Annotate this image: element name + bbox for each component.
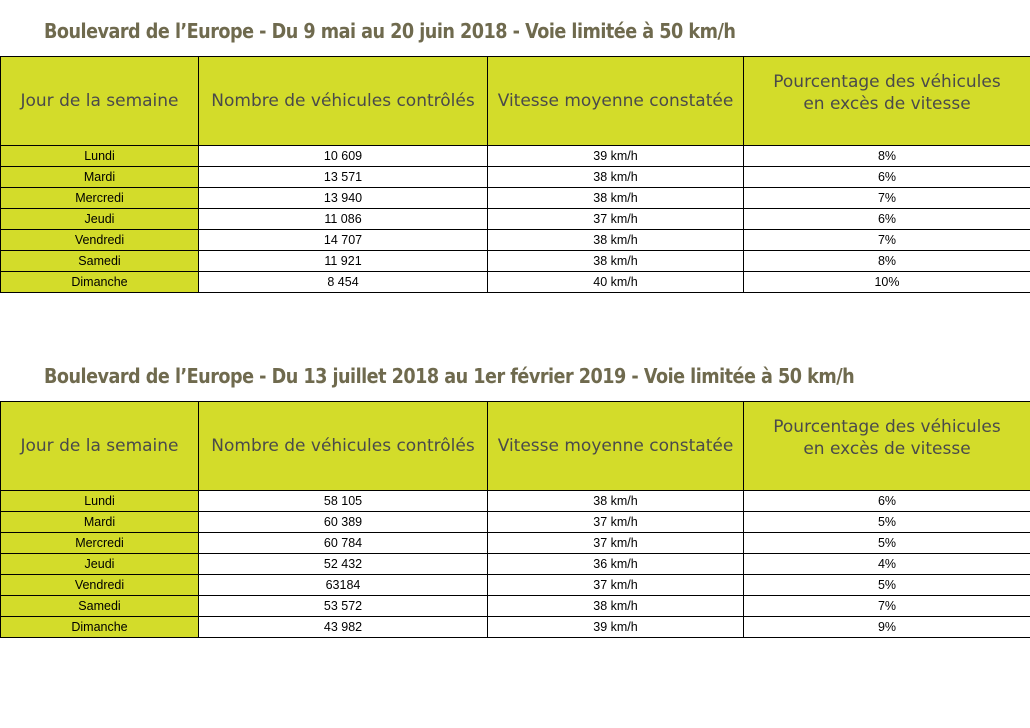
speeding-percentage-cell: 6% [744, 167, 1030, 188]
table-row [1, 167, 1030, 188]
average-speed-cell: 39 km/h [488, 146, 744, 167]
table-row [1, 554, 1030, 575]
average-speed-cell: 38 km/h [488, 167, 744, 188]
speed-table [0, 401, 1030, 638]
table-title: Boulevard de l’Europe - Du 13 juillet 2018 au 1er février 2019 - Voie limitée à 50 km/h [44, 364, 855, 388]
table-header-row [1, 57, 1030, 146]
vehicle-count-cell: 63184 [199, 575, 488, 596]
speeding-percentage-cell: 8% [744, 146, 1030, 167]
average-speed-cell: 37 km/h [488, 512, 744, 533]
day-cell: Lundi [1, 491, 199, 512]
vehicle-count-cell: 8 454 [199, 272, 488, 293]
speeding-percentage-cell: 7% [744, 230, 1030, 251]
speeding-percentage-cell: 4% [744, 554, 1030, 575]
table-title: Boulevard de l’Europe - Du 9 mai au 20 juin 2018 - Voie limitée à 50 km/h [44, 19, 736, 43]
vehicle-count-cell: 58 105 [199, 491, 488, 512]
speeding-percentage-cell: 9% [744, 617, 1030, 638]
speeding-percentage-cell: 5% [744, 533, 1030, 554]
speed-table [0, 56, 1030, 293]
average-speed-cell: 38 km/h [488, 491, 744, 512]
speeding-percentage-cell: 5% [744, 575, 1030, 596]
day-cell: Samedi [1, 596, 199, 617]
day-cell: Mardi [1, 167, 199, 188]
average-speed-cell: 39 km/h [488, 617, 744, 638]
header-speeding-percentage: Pourcentage des véhicules en excès de vitesse [744, 402, 1030, 491]
speeding-percentage-cell: 7% [744, 596, 1030, 617]
day-cell: Dimanche [1, 617, 199, 638]
table-row [1, 575, 1030, 596]
table-row [1, 596, 1030, 617]
day-cell: Dimanche [1, 272, 199, 293]
vehicle-count-cell: 14 707 [199, 230, 488, 251]
day-cell: Jeudi [1, 209, 199, 230]
table-row [1, 491, 1030, 512]
vehicle-count-cell: 60 784 [199, 533, 488, 554]
header-day: Jour de la semaine [1, 402, 199, 491]
vehicle-count-cell: 13 940 [199, 188, 488, 209]
table-row [1, 251, 1030, 272]
speeding-percentage-cell: 6% [744, 491, 1030, 512]
vehicle-count-cell: 13 571 [199, 167, 488, 188]
day-cell: Samedi [1, 251, 199, 272]
table-row [1, 230, 1030, 251]
table-section-1 [0, 12, 1030, 293]
average-speed-cell: 37 km/h [488, 209, 744, 230]
speeding-percentage-cell: 5% [744, 512, 1030, 533]
header-vehicle-count: Nombre de véhicules contrôlés [199, 57, 488, 146]
header-day: Jour de la semaine [1, 57, 199, 146]
average-speed-cell: 36 km/h [488, 554, 744, 575]
header-speeding-percentage: Pourcentage des véhicules en excès de vitesse [744, 57, 1030, 146]
vehicle-count-cell: 52 432 [199, 554, 488, 575]
vehicle-count-cell: 53 572 [199, 596, 488, 617]
average-speed-cell: 37 km/h [488, 575, 744, 596]
average-speed-cell: 38 km/h [488, 188, 744, 209]
day-cell: Mercredi [1, 533, 199, 554]
table-header-row [1, 402, 1030, 491]
day-cell: Vendredi [1, 575, 199, 596]
average-speed-cell: 40 km/h [488, 272, 744, 293]
header-average-speed: Vitesse moyenne constatée [488, 402, 744, 491]
vehicle-count-cell: 11 921 [199, 251, 488, 272]
table-row [1, 146, 1030, 167]
table-row [1, 512, 1030, 533]
vehicle-count-cell: 10 609 [199, 146, 488, 167]
header-average-speed: Vitesse moyenne constatée [488, 57, 744, 146]
speeding-percentage-cell: 10% [744, 272, 1030, 293]
day-cell: Mardi [1, 512, 199, 533]
speeding-percentage-cell: 6% [744, 209, 1030, 230]
table-row [1, 272, 1030, 293]
vehicle-count-cell: 60 389 [199, 512, 488, 533]
table-row [1, 209, 1030, 230]
speeding-percentage-cell: 8% [744, 251, 1030, 272]
table-row [1, 617, 1030, 638]
day-cell: Jeudi [1, 554, 199, 575]
average-speed-cell: 37 km/h [488, 533, 744, 554]
vehicle-count-cell: 43 982 [199, 617, 488, 638]
day-cell: Mercredi [1, 188, 199, 209]
table-row [1, 533, 1030, 554]
average-speed-cell: 38 km/h [488, 596, 744, 617]
day-cell: Lundi [1, 146, 199, 167]
table-row [1, 188, 1030, 209]
speeding-percentage-cell: 7% [744, 188, 1030, 209]
day-cell: Vendredi [1, 230, 199, 251]
vehicle-count-cell: 11 086 [199, 209, 488, 230]
average-speed-cell: 38 km/h [488, 251, 744, 272]
average-speed-cell: 38 km/h [488, 230, 744, 251]
header-vehicle-count: Nombre de véhicules contrôlés [199, 402, 488, 491]
table-section-2 [0, 357, 1030, 638]
